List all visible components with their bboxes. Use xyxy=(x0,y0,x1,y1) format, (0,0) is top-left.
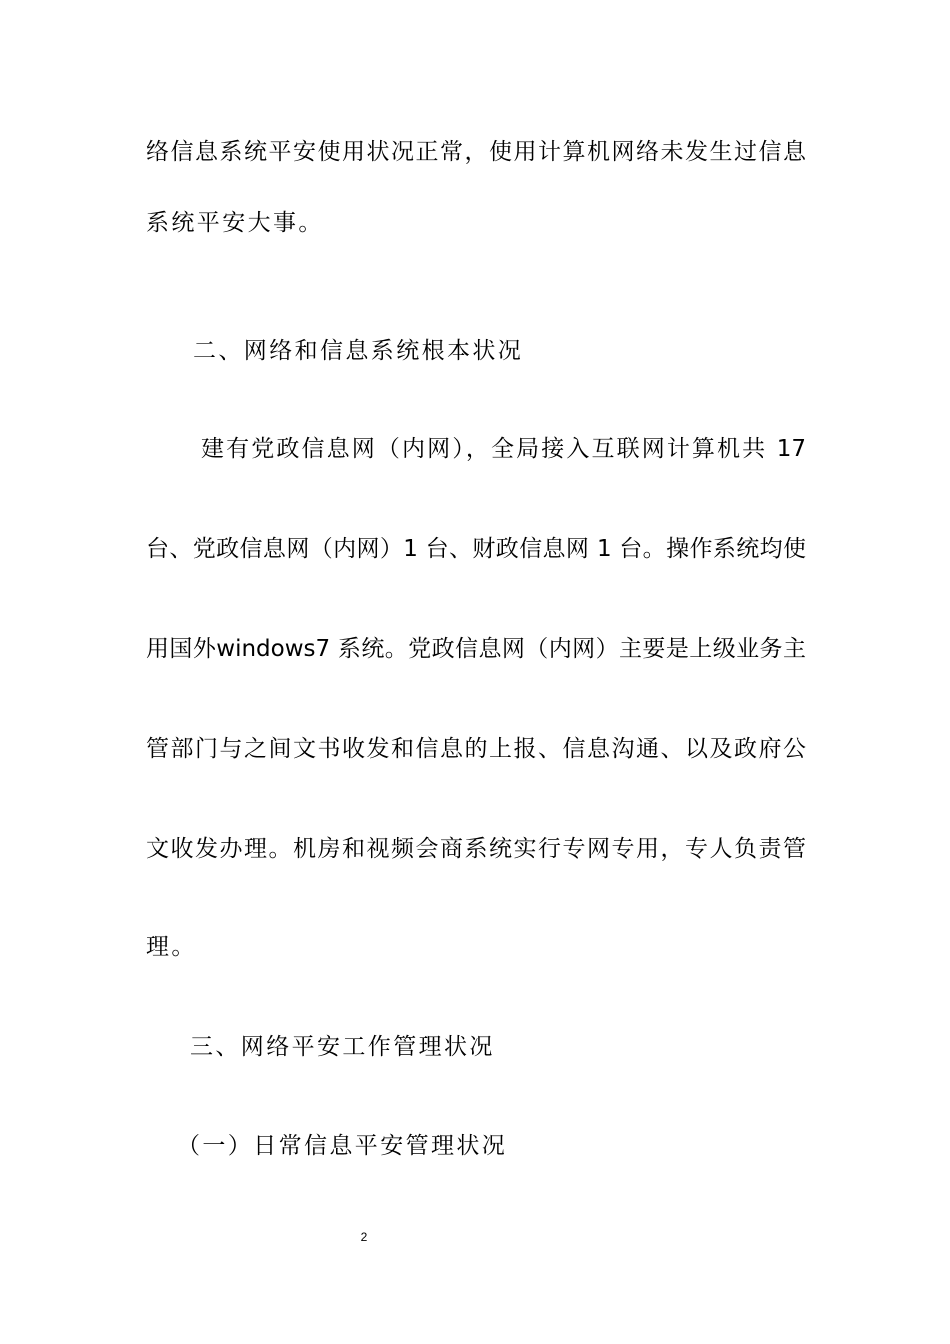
section-heading-3: 三、网络平安工作管理状况 xyxy=(190,1034,495,1060)
page-number: 2 xyxy=(360,1230,368,1244)
paragraph-line-5: 用国外windows7 系统。党政信息网（内网）主要是上级业务主 xyxy=(146,636,806,662)
paragraph-line-3: 建有党政信息网（内网），全局接入互联网计算机共 17 xyxy=(201,436,806,462)
section-heading-2: 二、网络和信息系统根本状况 xyxy=(193,338,524,364)
paragraph-line-4: 台、党政信息网（内网）1 台、财政信息网 1 台。操作系统均使 xyxy=(146,536,806,562)
paragraph-line-7: 文收发办理。机房和视频会商系统实行专网专用，专人负责管 xyxy=(146,836,806,862)
paragraph-line-2: 系统平安大事。 xyxy=(146,210,324,236)
paragraph-line-1: 络信息系统平安使用状况正常，使用计算机网络未发生过信息 xyxy=(146,139,806,165)
paragraph-line-8: 理。 xyxy=(146,934,197,960)
subsection-heading-1: （一）日常信息平安管理状况 xyxy=(177,1133,508,1159)
paragraph-line-6: 管部门与之间文书收发和信息的上报、信息沟通、以及政府公 xyxy=(146,736,806,762)
